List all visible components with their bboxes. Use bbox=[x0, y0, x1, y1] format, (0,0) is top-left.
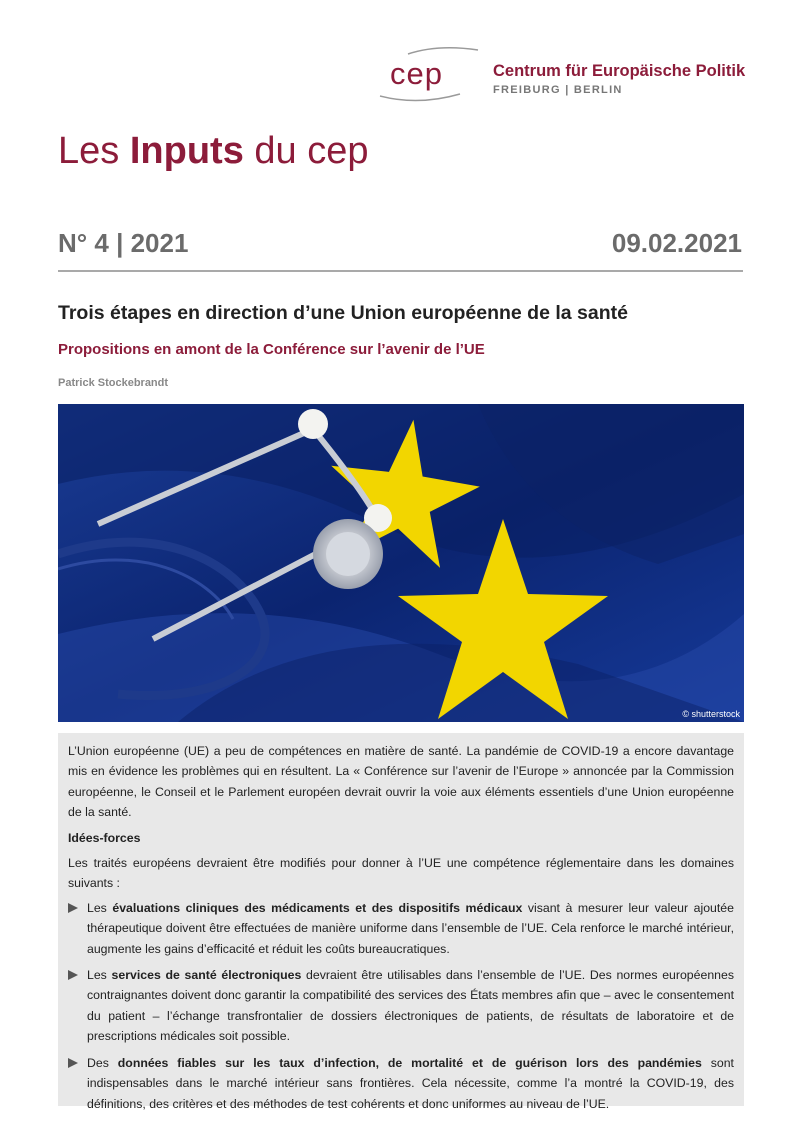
series-title bbox=[58, 130, 368, 173]
summary-heading: Idées-forces bbox=[68, 830, 141, 845]
triangle-bullet-icon bbox=[68, 970, 78, 980]
document-title: Trois étapes en direction d’une Union européenne de la santé bbox=[58, 302, 628, 324]
list-item: Des données fiables sur les taux d’infection, de mortalité et de guérison lors des pandémies sont indispensables dans le marché intérieur sans frontières. Cela nécessite, comme l’a montré la COVID-19, des définitions, des critères et des méthodes de test cohérents et donc uniformes au niveau de l’UE. bbox=[68, 1053, 734, 1114]
list-item: Les évaluations cliniques des médicaments et des dispositifs médicaux visant à mesurer leur valeur ajoutée thérapeutique doivent être effectuées de manière uniforme dans l’ensemble de l’UE. Cela renforce le marché intérieur, augmente les gains d’efficacité et réduit les coûts bureaucratiques. bbox=[68, 898, 734, 959]
cover-photo bbox=[58, 404, 744, 722]
triangle-bullet-icon bbox=[68, 1058, 78, 1068]
summary-lead: Les traités européens devraient être modifiés pour donner à l’UE une compétence réglementaire dans les domaines suivants : bbox=[68, 856, 734, 891]
photo-credit: © shutterstock bbox=[682, 709, 740, 719]
summary-intro: L’Union européenne (UE) a peu de compétences en matière de santé. La pandémie de COVID-19 a encore davantage mis en évidence les problèmes qui en résultent. La « Conférence sur l’avenir de l’Europe » annoncée par la Commission européenne, le Conseil et le Parlement européen devrait ouvrir la voie aux éléments essentiels d’une Union européenne de la santé. bbox=[68, 744, 734, 820]
eu-flag-stethoscope-image bbox=[58, 404, 744, 722]
series-suffix: du cep bbox=[254, 130, 369, 172]
list-item: Les services de santé électroniques devraient être utilisables dans l’ensemble de l’UE. Des normes européennes contraignantes doivent donc garantir la compatibilité des services des États membres afin que – avec le consentement du patient – l’échange transfrontalier de dossiers électroniques de patients, de résultats de laboratoire et de prescriptions médicales soit possible. bbox=[68, 965, 734, 1047]
document-subtitle: Propositions en amont de la Conférence sur l’avenir de l’UE bbox=[58, 341, 485, 358]
author-name: Patrick Stockebrandt bbox=[58, 377, 169, 389]
series-bold: Inputs bbox=[129, 130, 244, 172]
triangle-bullet-icon bbox=[68, 903, 78, 913]
logo-wordmark: cep bbox=[390, 56, 443, 91]
header-divider bbox=[58, 270, 743, 272]
org-locations: FREIBURG | BERLIN bbox=[493, 84, 623, 96]
series-prefix: Les bbox=[58, 130, 120, 172]
issue-date: 09.02.2021 bbox=[611, 228, 742, 258]
org-name: Centrum für Europäische Politik bbox=[493, 62, 746, 80]
cep-logo bbox=[378, 44, 758, 106]
summary-box bbox=[58, 733, 744, 1111]
issue-number: N° 4 | 2021 bbox=[58, 228, 189, 258]
